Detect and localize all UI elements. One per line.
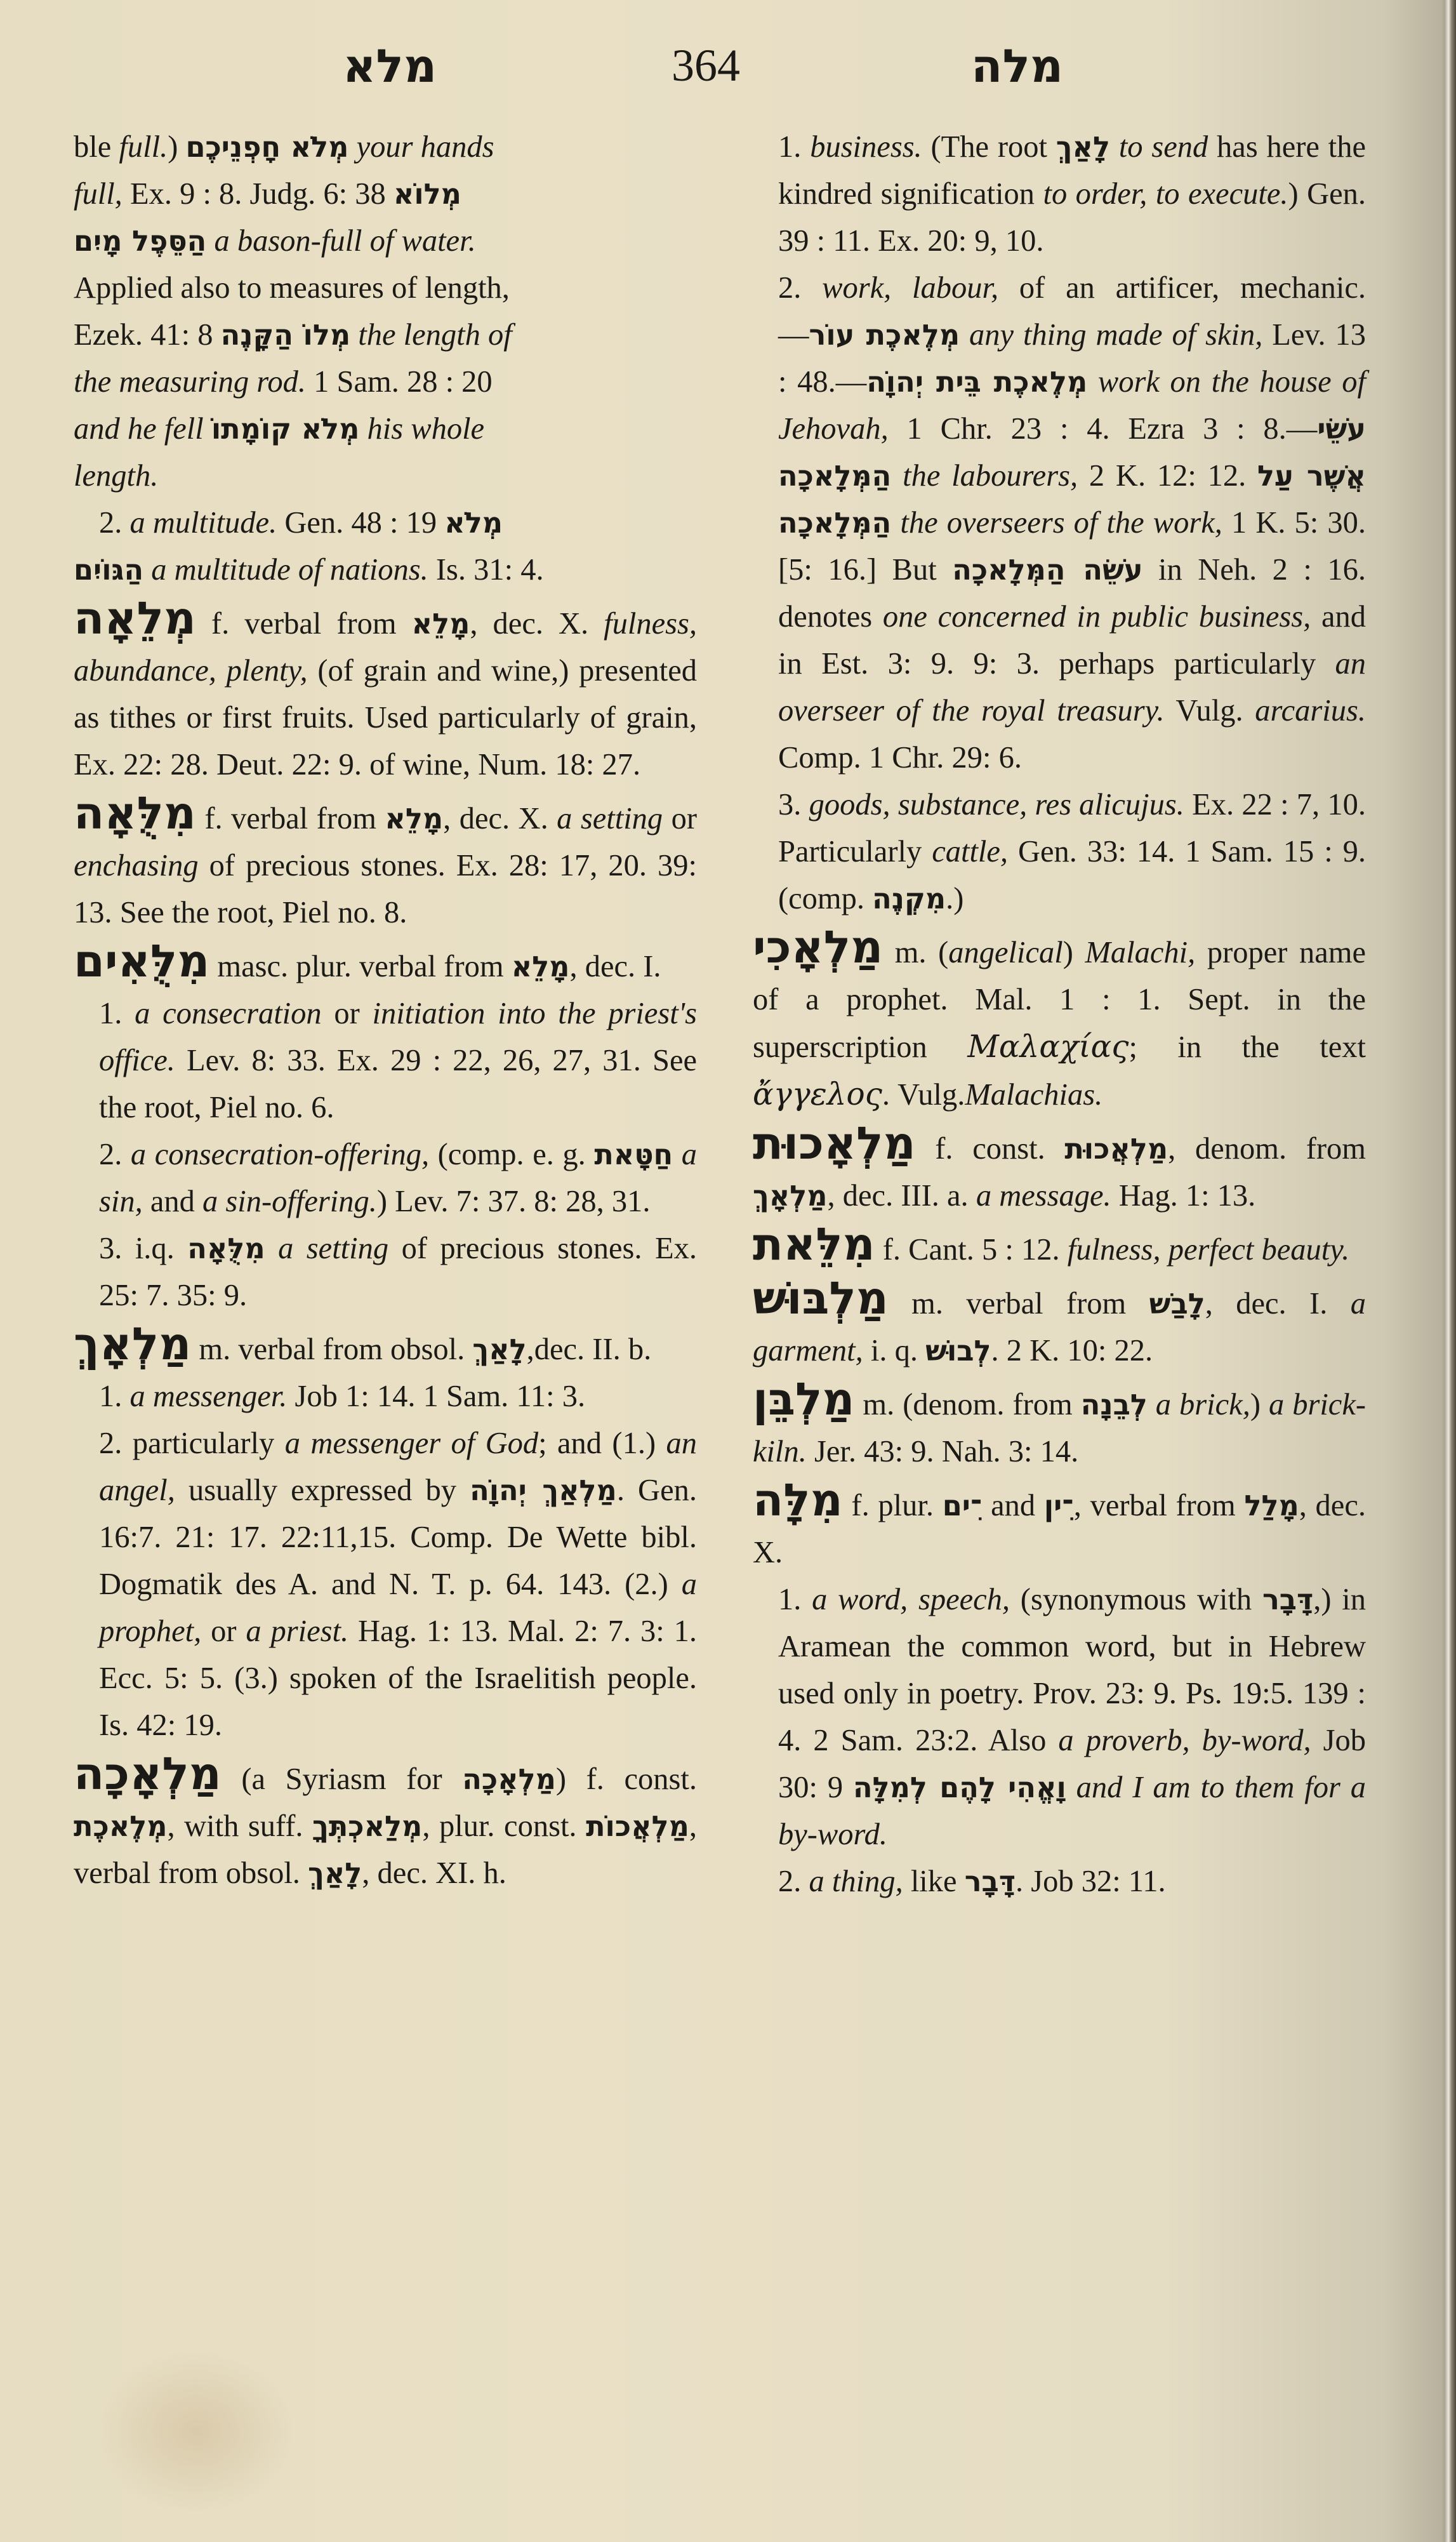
header-left-headword: מלא bbox=[343, 39, 437, 93]
sense-2: 2. particularly a messenger of God; and (1.) an angel, usually expressed by מַלְאַךְ יְהוָֹה. Gen. 16:7. 21: 17. 22:11,15. Comp. De Wette bibl. Dogmatik des A. and N. T. p. 64. 143. (2.) a prophet, or a priest. Hag. 1: 13. Mal. 2: 7. 3: 1. Ecc. 5: 5. (3.) spoken of the Israelitish people. Is. 42: 19. bbox=[99, 1427, 698, 1742]
running-header bbox=[0, 39, 1456, 96]
header-right-headword: מלה bbox=[971, 39, 1064, 93]
sense-2: 2. work, labour, of an artificer, mechanic.—מְלֶאכֶת עוֹר any thing made of skin, Lev. 13 : 48.—מְלֶאכֶת בֵּית יְהוָֹה work on the house of Jehovah, 1 Chr. 23 : 4. Ezra 3 : 8.—עֹשֵׂי הַמְּלָאכָה the labourers, 2 K. 12: 12. אֲשֶׁר עַל הַמְּלָאכָה the overseers of the work, 1 K. 5: 30. [5: 16.] But עֹשֵׂה הַמְּלָאכָה in Neh. 2 : 16. denotes one concerned in public business, and in Est. 3: 9. 9: 3. perhaps particularly an overseer of the royal treasury. Vulg. arcarius. Comp. 1 Chr. 29: 6. bbox=[778, 271, 1367, 775]
headword: מַלְאָכוּת bbox=[753, 1117, 916, 1169]
page-edge bbox=[1445, 0, 1456, 2542]
sense-3: 3. goods, substance, res alicujus. Ex. 22 : 7, 10. Particularly cattle, Gen. 33: 14. 1 Sam. 15 : 9. (comp. מִקְנֶה.) bbox=[778, 788, 1366, 915]
text-line: הַסֵּפֶל מָיִם a bason-full of water. bbox=[74, 224, 476, 258]
entry-malakhut: מַלְאָכוּת f. const. מַלְאֲכוּת, denom. from מַלְאָךְ, dec. III. a. a message. Hag. 1: 13. bbox=[753, 1117, 1367, 1213]
sense-2: 2. a thing, like דָּבָר. Job 32: 11. bbox=[778, 1865, 1166, 1898]
page-stain bbox=[95, 2349, 298, 2514]
headword: מְלֵאָה bbox=[74, 592, 196, 644]
sense-1: 1. business. (The root לָאַךְ to send has here the kindred signification to order, to execute.) Gen. 39 : 11. Ex. 20: 9, 10. bbox=[778, 130, 1367, 258]
sense-3: 3. i.q. מִלֻּאָה a setting of precious stones. Ex. 25: 7. 35: 9. bbox=[99, 1232, 697, 1312]
continuation-entry bbox=[74, 124, 697, 594]
sense-1: 1. a consecration or initiation into the priest's office. Lev. 8: 33. Ex. 29 : 22, 26, 27, 31. See the root, Piel no. 6. bbox=[99, 997, 697, 1124]
text-line: length. bbox=[74, 459, 159, 493]
sense-2-cont: הַגּוֹיִם a multitude of nations. Is. 31: 4. bbox=[74, 553, 544, 587]
text-line: Ezek. 41: 8 מְלוֹ הַקָּנֶה the length of bbox=[74, 318, 512, 352]
text-line: full, Ex. 9 : 8. Judg. 6: 38 מְלוֹא bbox=[74, 177, 461, 211]
headword: מִלֻּאָה bbox=[74, 787, 196, 839]
headword: מַלְבֵּן bbox=[753, 1373, 855, 1425]
entry-malbush: מַלְבּוּשׁ m. verbal from לָבַשׁ, dec. I. a garment, i. q. לְבוּשׁ. 2 K. 10: 22. bbox=[753, 1272, 1366, 1367]
text-line: ble full.) מְלֹא חָפְנֵיכֶם your hands bbox=[74, 130, 494, 164]
right-column bbox=[753, 124, 1366, 1905]
entry-malakhah: מַלְאָכָה (a Syriasm for מַלְאָכָה) f. const. מְלֶאכֶת, with suff. מְלַאכְתְּךָ, plur. const. מַלְאֲכוֹת, verbal from obsol. לָאַךְ, dec. XI. h. bbox=[74, 1748, 697, 1890]
entry-malben: מַלְבֵּן m. (denom. from לְבֵנָה a brick,) a brick-kiln. Jer. 43: 9. Nah. 3: 14. bbox=[753, 1373, 1367, 1468]
headword: מַלְאָכָה bbox=[74, 1748, 222, 1800]
left-column bbox=[74, 124, 697, 1897]
entry-milluim: מִלֻּאִים masc. plur. verbal from מָלֵא, dec. I. 1. a consecration or initiation into the priest's office. Lev. 8: 33. Ex. 29 : 22, 26, 27, 31. See the root, Piel no. 6. 2. a consecration-offering, (comp. e. g. חַטָּאת a sin, and a sin-offering.) Lev. 7: 37. 8: 28, 31. 3. i.q. מִלֻּאָה a setting of precious stones. Ex. 25: 7. 35: 9. bbox=[74, 939, 697, 1319]
sense-1: 1. a word, speech, (synonymous with דָּבָר,) in Aramean the common word, but in Hebrew used only in poetry. Prov. 23: 9. Ps. 19:5. 139 : 4. 2 Sam. 23:2. Also a proverb, by-word, Job 30: 9 וָאֱהִי לָהֶם לְמִלָּה and I am to them for a by-word. bbox=[778, 1583, 1366, 1851]
entry-milleth: מִלֵּאת f. Cant. 5 : 12. fulness, perfect beauty. bbox=[753, 1218, 1350, 1270]
headword: מִלֻּאִים bbox=[74, 935, 210, 987]
text-line: Applied also to measures of length, bbox=[74, 271, 510, 305]
headword: מַלְאָךְ bbox=[74, 1318, 192, 1370]
entry-meleah: מְלֵאָה f. verbal from מָלֵא, dec. X. fulness, abundance, plenty, (of grain and wine,) presented as tithes or first fruits. Used particularly of grain, Ex. 22: 28. Deut. 22: 9. of wine, Num. 18: 27. bbox=[74, 592, 698, 782]
page-number: 364 bbox=[672, 40, 740, 91]
text-line: the measuring rod. 1 Sam. 28 : 20 bbox=[74, 365, 493, 399]
entry-malakh: מַלְאָךְ m. verbal from obsol. לָאַךְ,dec. II. b. 1. a messenger. Job 1: 14. 1 Sam. 11: 3. 2. particularly a messenger of God; and (1.) an angel, usually expressed by מַלְאַךְ יְהוָֹה. Gen. 16:7. 21: 17. 22:11,15. Comp. De Wette bibl. Dogmatik des A. and N. T. p. 64. 143. (2.) a prophet, or a priest. Hag. 1: 13. Mal. 2: 7. 3: 1. Ecc. 5: 5. (3.) spoken of the Israelitish people. Is. 42: 19. bbox=[74, 1322, 697, 1749]
entry-malachi: מַלְאָכִי m. (angelical) Malachi, proper name of a prophet. Mal. 1 : 1. Sept. in the superscription Μαλαχίας; in the text ἄγγελος. Vulg.Malachias. bbox=[753, 921, 1366, 1112]
sense-1: 1. a messenger. Job 1: 14. 1 Sam. 11: 3. bbox=[99, 1380, 586, 1413]
sense-2: 2. a multitude. Gen. 48 : 19 מְלֹא bbox=[99, 506, 503, 540]
headword: מַלְבּוּשׁ bbox=[753, 1272, 889, 1324]
headword: מִלֵּאת bbox=[753, 1218, 875, 1270]
entry-millah: מִלָּה f. plur. ־ִים and ־ִין, verbal from מָלַל, dec. X. 1. a word, speech, (synonymous with דָּבָר,) in Aramean the common word, but in Hebrew used only in poetry. Prov. 23: 9. Ps. 19:5. 139 : 4. 2 Sam. 23:2. Also a proverb, by-word, Job 30: 9 וָאֱהִי לָהֶם לְמִלָּה and I am to them for a by-word. 2. a thing, like דָּבָר. Job 32: 11. bbox=[753, 1478, 1366, 1905]
sense-2: 2. a consecration-offering, (comp. e. g. חַטָּאת a sin, and a sin-offering.) Lev. 7: 37. 8: 28, 31. bbox=[99, 1138, 698, 1218]
entry-milluah: מִלֻּאָה f. verbal from מָלֵא, dec. X. a setting or enchasing of precious stones. Ex. 28: 17, 20. 39: 13. See the root, Piel no. 8. bbox=[74, 787, 698, 929]
text-line: and he fell מְלֹא קוֹמָתוֹ his whole bbox=[74, 412, 485, 446]
headword: מִלָּה bbox=[753, 1474, 843, 1526]
headword: מַלְאָכִי bbox=[753, 921, 884, 973]
